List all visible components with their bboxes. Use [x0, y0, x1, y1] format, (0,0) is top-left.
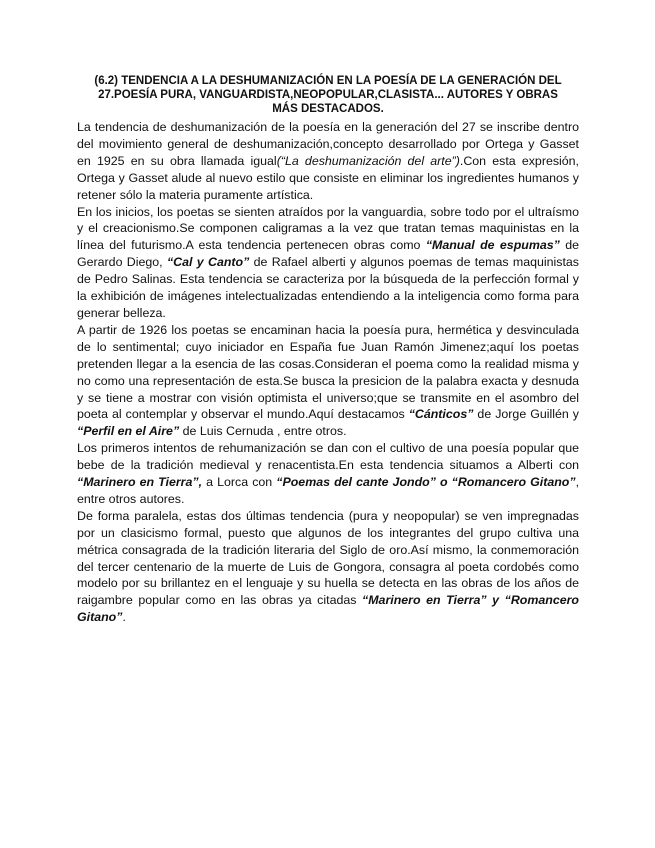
paragraph-rehumanizacion [77, 440, 579, 508]
document-page [77, 74, 579, 626]
work-title: “Marinero en Tierra”, [77, 475, 203, 490]
text-run: Los primeros intentos de rehumanización se dan con el cultivo de una poesía popular que bebe de la tradición medieval y renacentista.En esta tendencia situamos a Alberti con [77, 441, 579, 473]
paragraph-clasicismo [77, 508, 579, 626]
work-title: “Perfil en el Aire” [77, 424, 180, 439]
title-line: (6.2) TENDENCIA A LA DESHUMANIZACIÓN EN LA POESÍA DE LA GENERACIÓN DEL [94, 75, 562, 87]
text-run: a Lorca con [202, 475, 277, 490]
paragraph-intro [77, 119, 579, 204]
work-title-italic: (“La deshumanización del arte”) [276, 153, 460, 168]
text-run: De forma paralela, estas dos últimas tendencia (pura y neopopular) se ven impregnadas por un clasicismo formal, puesto que algunos de los integrantes del grupo cultiva una métrica consagrada de la tradición literaria del Siglo de oro.Así mismo, la conmemoración del tercer centenario de la muerte de Luis de Gongora, consagra al poeta cordobés como modelo por su brillantez en el lenguaje y su huella se detecta en las obras de los años de raigambre popular como en las obras ya citadas [77, 508, 579, 608]
text-run: de Gerardo Diego, [77, 238, 580, 270]
document-title [77, 74, 579, 116]
work-title: “Manual de espumas” [425, 238, 560, 253]
text-run: de Jorge Guillén y [473, 407, 580, 422]
text-run: de Luis Cernuda , entre otros. [179, 424, 347, 439]
title-line: MÁS DESTACADOS. [272, 103, 384, 115]
text-run: .Con esta expresión, Ortega y Gasset alude al nuevo estilo que consiste en eliminar los ingredientes humanos y retener sólo la materia puramente artística. [77, 153, 580, 202]
work-title: “Cánticos” [408, 407, 474, 422]
paragraph-vanguardia [77, 204, 579, 322]
text-run: En los inicios, los poetas se sienten atraídos por la vanguardia, sobre todo por el ultraísmo y el creacionismo.Se componen caligramas a la vez que tratan temas maquinistas en la línea del futurismo.A esta tendencia pertenecen obras como [77, 204, 579, 253]
text-run: . [122, 610, 126, 625]
paragraph-poesia-pura [77, 322, 579, 440]
work-title: “Cal y Canto” [166, 255, 250, 270]
text-run: de Rafael alberti y algunos poemas de temas maquinistas de Pedro Salinas. Esta tendencia se caracteriza por la búsqueda de la perfección formal y la exhibición de imágenes intelectualizadas entendiendo a la inteligencia como forma para generar belleza. [77, 255, 579, 320]
text-run: A partir de 1926 los poetas se encaminan hacia la poesía pura, hermética y desvinculada de lo sentimental; cuyo iniciador en España fue Juan Ramón Jimenez;aquí los poetas pretenden llegar a la esencia de las cosas.Consideran el poema como la realidad misma y no como una representación de esta.Se busca la presicion de la palabra exacta y desnuda y se tiene a mostrar con visión optimista el universo;que se transmite en el asombro del poeta al contemplar y observar el mundo.Aquí destacamos [77, 322, 579, 422]
title-line: 27.POESÍA PURA, VANGUARDISTA,NEOPOPULAR,CLASISTA... AUTORES Y OBRAS [98, 89, 558, 101]
text-run: La tendencia de deshumanización de la poesía en la generación del 27 se inscribe dentro del movimiento general de deshumanización,concepto desarrollado por Ortega y Gasset en 1925 en su obra llamada igual [77, 120, 579, 168]
text-run: , entre otros autores. [77, 475, 580, 506]
work-title: “Marinero en Tierra” y “Romancero Gitano” [77, 593, 579, 625]
work-title: “Poemas del cante Jondo” o “Romancero Gitano” [276, 475, 576, 490]
